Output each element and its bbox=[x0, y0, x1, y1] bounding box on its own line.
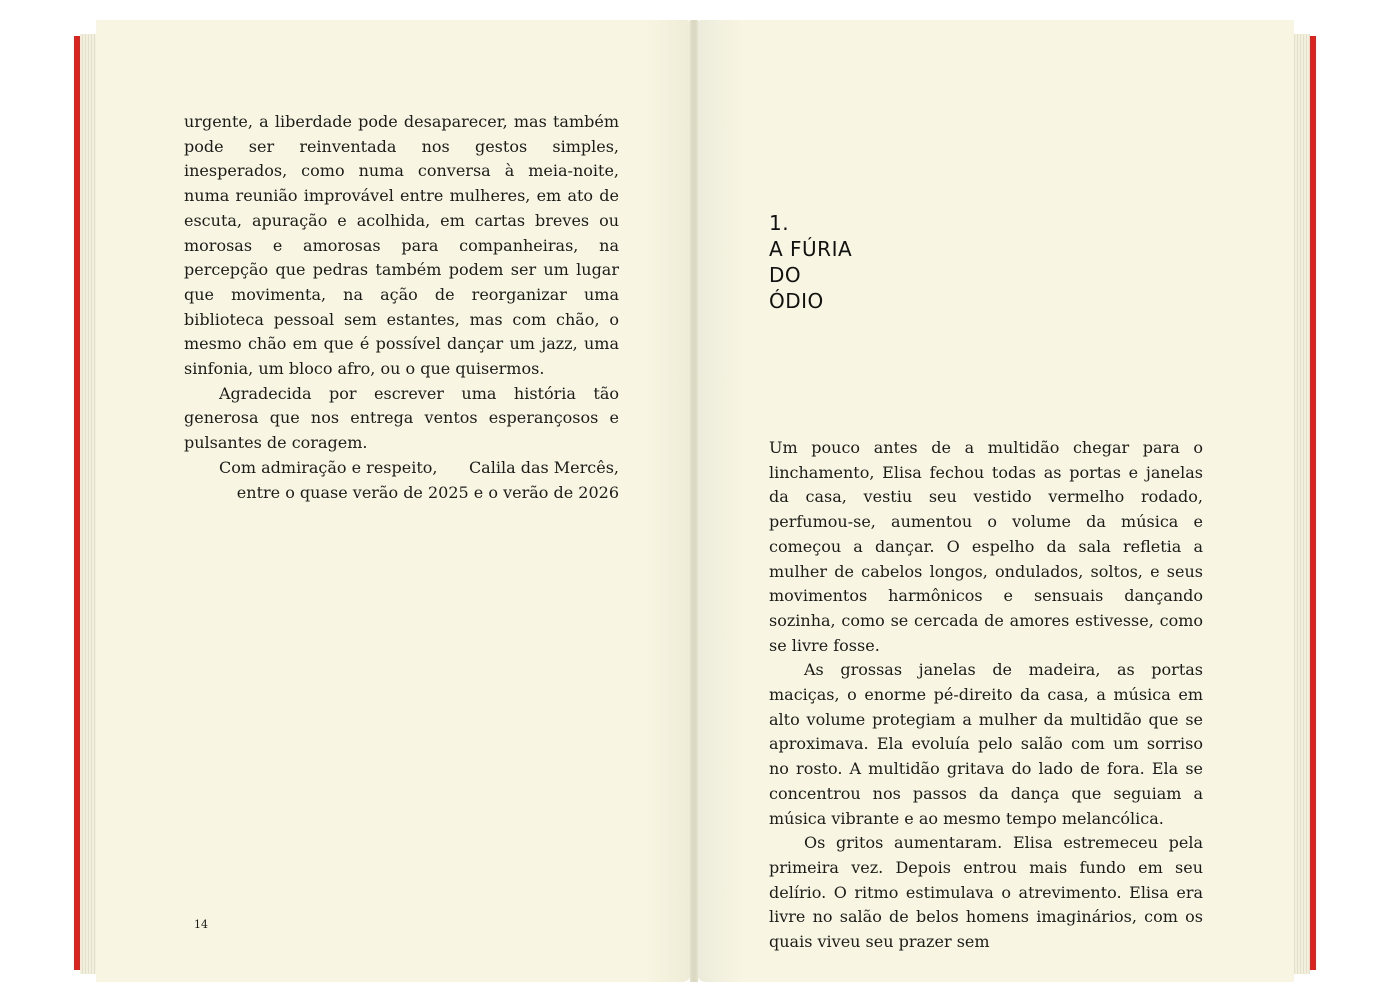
chapter-number: 1. bbox=[769, 211, 790, 235]
open-book bbox=[74, 0, 1316, 1000]
right-page-body bbox=[769, 436, 1203, 955]
signature-block bbox=[184, 456, 619, 505]
chapter-heading bbox=[769, 210, 852, 314]
left-paragraph: urgente, a liberdade pode desaparecer, mas também pode ser reinventada nos gestos simples, inesperados, como numa conversa à meia-noite, numa reunião improvável entre mulheres, em ato de escuta, apuração e acolhida, em cartas breves ou morosas e amorosas para companheiras, na percepção que pedras também podem ser um lugar que movimenta, na ação de reorganizar uma biblioteca pessoal sem estantes, mas com chão, o mesmo chão em que é possível dançar um jazz, uma sinfonia, um bloco afro, ou o que quisermos. bbox=[184, 112, 619, 379]
left-paragraph: Com admiração e respeito, bbox=[219, 457, 438, 477]
chapter-title-line: DO bbox=[769, 263, 802, 287]
book-gutter bbox=[690, 20, 698, 982]
signature-date: entre o quase verão de 2025 e o verão de 2026 bbox=[236, 482, 619, 502]
right-page-stack bbox=[1294, 34, 1310, 974]
signature-name: Calila das Mercês, bbox=[468, 458, 619, 477]
left-page-body bbox=[184, 110, 619, 481]
left-paragraph: Agradecida por escrever uma história tão generosa que nos entrega ventos esperançosos e pulsantes de coragem. bbox=[184, 383, 619, 453]
chapter-title-line: A FÚRIA bbox=[769, 237, 853, 261]
left-page-stack bbox=[80, 34, 96, 974]
right-paragraph: As grossas janelas de madeira, as portas maciças, o enorme pé-direito da casa, a música em alto volume protegiam a mulher da multidão que se aproximava. Ela evoluía pelo salão com um sorriso no rosto. A multidão gritava do lado de fora. Ela se concentrou nos passos da dança que seguiam a música vibrante e ao mesmo tempo melancólica. bbox=[769, 660, 1203, 828]
right-paragraph: Um pouco antes de a multidão chegar para o linchamento, Elisa fechou todas as portas e janelas da casa, vestiu seu vestido vermelho rodado, perfumou-se, aumentou o volume da música e começou a dançar. O espelho da sala refletia a mulher de cabelos longos, ondulados, soltos, e seus movimentos harmônicos e sensuais dançando sozinha, como se cercada de amores estivesse, como se livre fosse. bbox=[769, 438, 1203, 655]
page-number: 14 bbox=[194, 918, 208, 931]
right-red-page-edge bbox=[1310, 36, 1316, 970]
right-paragraph: Os gritos aumentaram. Elisa estremeceu pela primeira vez. Depois entrou mais fundo em seu delírio. O ritmo estimulava o atrevimento. Elisa era livre no salão de belos homens imaginários, com os quais viveu seu prazer sem bbox=[769, 833, 1203, 952]
chapter-title-line: ÓDIO bbox=[769, 289, 824, 313]
